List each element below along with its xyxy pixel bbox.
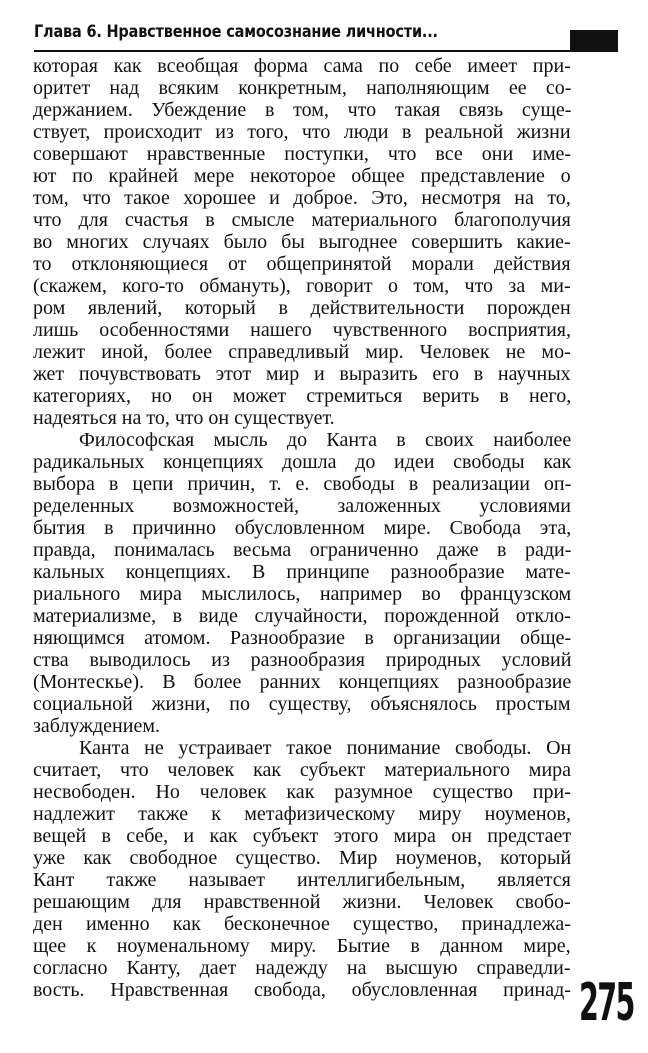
text-line: что для счастья в смысле материального благополучия	[33, 209, 571, 231]
text-line: социальной жизни, по существу, объяснялось простым	[33, 693, 571, 715]
text-line: риального мира мыслилось, например во французском	[33, 583, 571, 605]
text-line: ределенных возможностей, заложенных условиями	[33, 495, 571, 517]
text-line: радикальных концепциях дошла до идеи свободы как	[33, 451, 571, 473]
text-line: вещей в себе, и как субъект этого мира он предстает	[33, 825, 571, 847]
text-line: согласно Канту, дает надежду на высшую справедли-	[33, 957, 571, 979]
text-line: ства выводилось из разнообразия природных условий	[33, 649, 571, 671]
text-line: лежит иной, более справедливый мир. Человек не мо-	[33, 341, 571, 363]
text-line: заблуждением.	[33, 715, 160, 737]
text-line: правда, понималась весьма ограниченно даже в ради-	[33, 539, 571, 561]
text-line: совершают нравственные поступки, что все они име-	[33, 143, 571, 165]
text-line: щее к ноуменальному миру. Бытие в данном мире,	[33, 935, 571, 957]
header-rule	[34, 50, 618, 52]
text-line: вость. Нравственная свобода, обусловленная принад-	[33, 979, 571, 1001]
text-line: выбора в цепи причин, т. е. свободы в реализации оп-	[33, 473, 571, 495]
text-line: ром явлений, который в действительности порожден	[33, 297, 571, 319]
text-line: надеяться на то, что он существует.	[33, 407, 335, 429]
text-line: (скажем, кого-то обмануть), говорит о том, что за ми-	[33, 275, 571, 297]
running-header	[34, 18, 618, 52]
text-line: считает, что человек как субъект материального мира	[33, 759, 571, 781]
text-line: том, что такое хорошее и доброе. Это, несмотря на то,	[33, 187, 571, 209]
text-line: кальных концепциях. В принципе разнообразие мате-	[33, 561, 571, 583]
text-line: няющимся атомом. Разнообразие в организации обще-	[33, 627, 571, 649]
text-line: решающим для нравственной жизни. Человек свобо-	[33, 891, 571, 913]
body-text	[33, 55, 571, 1001]
text-line: (Монтескье). В более ранних концепциях разнообразие	[33, 671, 571, 693]
text-line: уже как свободное существо. Мир ноуменов, который	[33, 847, 571, 869]
running-header-title: Глава 6. Нравственное самосознание личности...	[34, 22, 438, 42]
header-black-block	[570, 30, 618, 52]
text-line: материализме, в виде случайности, порожденной откло-	[33, 605, 571, 627]
text-line: ствует, происходит из того, что люди в реальной жизни	[33, 121, 571, 143]
text-line: ден именно как бесконечное существо, принадлежа-	[33, 913, 571, 935]
text-line: бытия в причинно обусловленном мире. Свобода эта,	[33, 517, 571, 539]
text-line: жет почувствовать этот мир и выразить его в научных	[33, 363, 571, 385]
text-line: которая как всеобщая форма сама по себе имеет при-	[33, 55, 571, 77]
text-line: держанием. Убеждение в том, что такая связь суще-	[33, 99, 571, 121]
text-line: Канта не устраивает такое понимание свободы. Он	[79, 737, 571, 759]
text-line: ют по крайней мере некоторое общее представление о	[33, 165, 571, 187]
text-line: то отклоняющиеся от общепринятой морали действия	[33, 253, 571, 275]
text-line: категориях, но он может стремиться верить в него,	[33, 385, 571, 407]
text-line: Философская мысль до Канта в своих наиболее	[79, 429, 571, 451]
text-line: лишь особенностями нашего чувственного восприятия,	[33, 319, 571, 341]
text-line: Кант также называет интеллигибельным, является	[33, 869, 571, 891]
text-line: оритет над всяким конкретным, наполняющим ее со-	[33, 77, 571, 99]
text-line: несвободен. Но человек как разумное существо при-	[33, 781, 571, 803]
text-line: во многих случаях было бы выгоднее совершить какие-	[33, 231, 571, 253]
page-number: 275	[579, 973, 634, 1033]
text-line: надлежит также к метафизическому миру ноуменов,	[33, 803, 571, 825]
